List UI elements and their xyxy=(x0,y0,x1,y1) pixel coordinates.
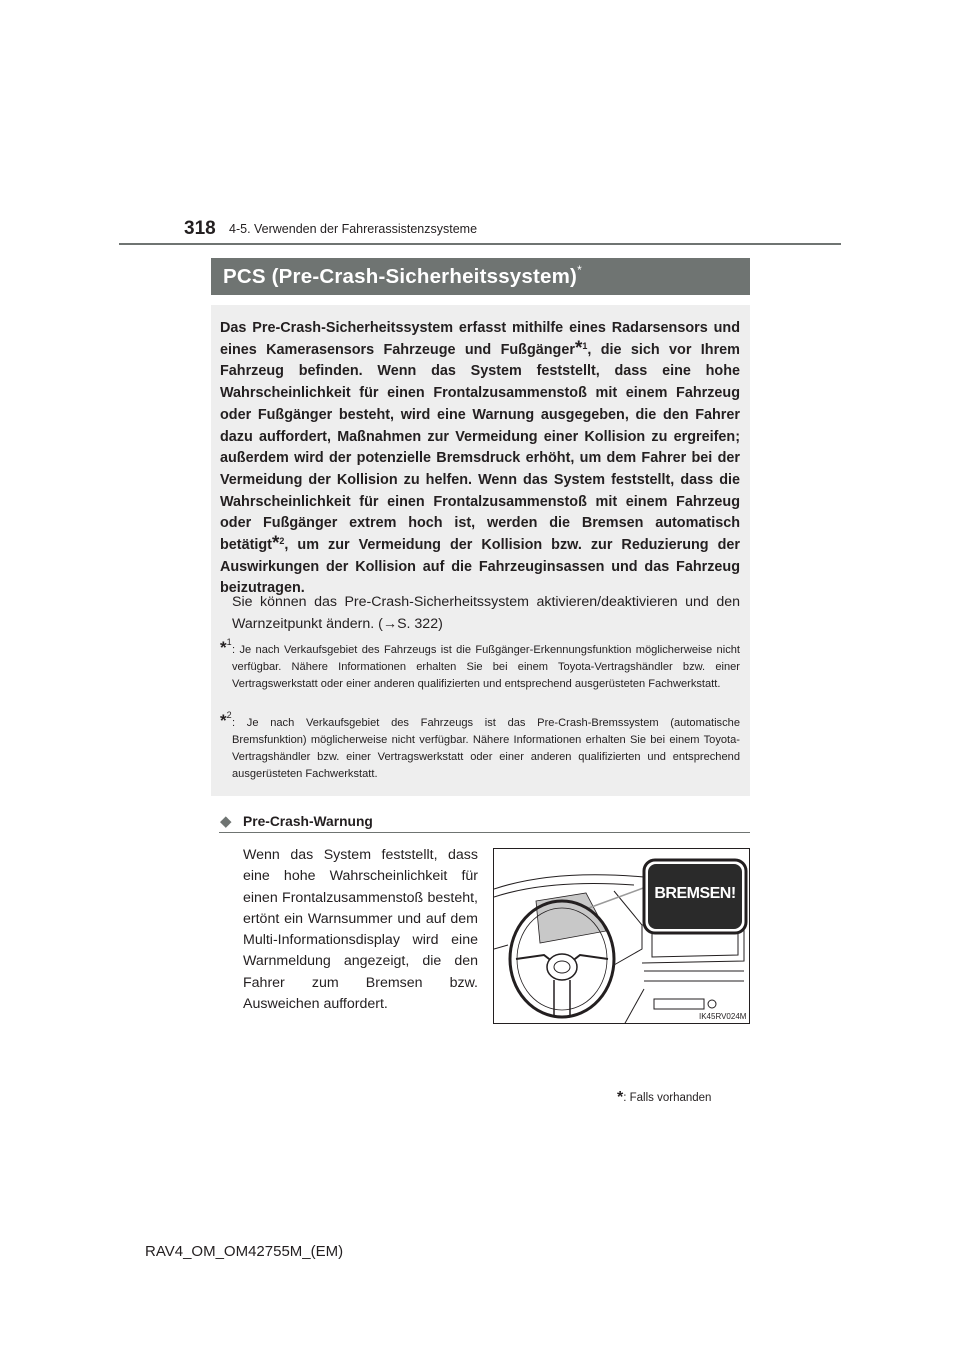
intro-footnote-ref-1-num: 1 xyxy=(582,340,588,351)
dashboard-drawing xyxy=(494,849,750,1024)
page-number: 318 xyxy=(184,218,216,239)
subsection-title: Pre-Crash-Warnung xyxy=(243,814,373,829)
image-code: IK45RV024M xyxy=(699,1012,747,1021)
footnote-2-num: 2 xyxy=(226,710,232,720)
intro-text-3: , um zur Vermeidung der Kollision bzw. zur Reduzierung der Auswirkungen der Kollision auf die Fahrzeuginsassen und das Fahrzeug beizutragen. xyxy=(220,537,740,597)
intro-paragraph xyxy=(220,318,740,600)
footnote-1-text: : Je nach Verkaufsgebiet des Fahrzeugs ist die Fußgänger-Erkennungsfunktion möglicherweise nicht verfügbar. Nähere Informationen erhalten Sie bei einem Toyota-Vertragshändler bzw. einer Vertragswerkstatt oder einer anderen qualifizierten und entsprechend ausgerüsteten Fachwerkstatt. xyxy=(232,644,740,691)
header-divider xyxy=(119,243,841,245)
availability-star: * xyxy=(617,1089,624,1106)
diamond-bullet-icon: ◆ xyxy=(220,813,232,830)
section-title-mark: * xyxy=(577,263,582,277)
document-code: RAV4_OM_OM42755M_(EM) xyxy=(145,1243,344,1260)
intro-footnote-ref-2-star: * xyxy=(271,533,280,555)
footnote-1 xyxy=(220,637,740,693)
footnote-1-mark xyxy=(220,639,232,656)
chapter-title: 4-5. Verwenden der Fahrerassistenzsysteme xyxy=(229,222,478,236)
intro-footnote-ref-1-star: * xyxy=(574,337,583,359)
footnote-2-text: : Je nach Verkaufsgebiet des Fahrzeugs ist das Pre-Crash-Bremssystem (automatische Bremsfunktion) möglicherweise nicht verfügbar. Nähere Informationen erhalten Sie bei einem Toyota-Vertragshändler bzw. einer Vertragswerkstatt oder einer anderen qualifizierten und entsprechend ausgerüsteten Fachwerkstatt. xyxy=(232,717,740,781)
footnote-1-num: 1 xyxy=(226,637,232,647)
dashboard-illustration xyxy=(493,848,750,1024)
section-title-bar xyxy=(211,258,750,295)
warning-message-text: BREMSEN! xyxy=(654,885,736,902)
footnote-1-star: * xyxy=(220,638,227,657)
footnote-2 xyxy=(220,710,740,783)
subsection-divider xyxy=(219,832,750,833)
availability-text: : Falls vorhanden xyxy=(623,1092,712,1104)
intro-footnote-ref-2-num: 2 xyxy=(279,536,285,547)
settings-note: Sie können das Pre-Crash-Sicherheitssystem aktivieren/deaktivieren und den Warnzeitpunkt ändern. (→S. 322) xyxy=(232,594,740,632)
section-title-text: PCS (Pre-Crash-Sicherheitssystem) xyxy=(223,265,578,288)
intro-text-1: Das Pre-Crash-Sicherheitssystem erfasst mithilfe eines Radarsensors und eines Kamerasensors Fahrzeuge und Fußgänger xyxy=(220,320,740,358)
footnote-2-star: * xyxy=(220,711,227,730)
availability-note xyxy=(617,1088,711,1106)
section-title xyxy=(223,265,582,289)
intro-text-2: , die sich vor Ihrem Fahrzeug befinden. Wenn das System feststellt, dass eine hohe Wahrscheinlichkeit für einen Frontalzusammenstoß mit einem Fahrzeug oder Fußgänger besteht, wird eine Warnung ausgegeben, die den Fahrer dazu auffordert, Maßnahmen zur Vermeidung einer Kollision zu ergreifen; außerdem wird der potenzielle Bremsdruck erhöht, um dem Fahrer bei der Vermeidung der Kollision zu helfen. Wenn das System feststellt, dass die Wahrscheinlichkeit für einen Frontalzusammenstoß mit einem Fahrzeug oder Fußgänger extrem hoch ist, werden die Bremsen automatisch betätigt xyxy=(220,341,740,554)
footnote-2-mark xyxy=(220,712,232,729)
subsection-body: Wenn das System feststellt, dass eine hohe Wahrscheinlichkeit für einen Frontalzusammenstoß besteht, ertönt ein Warnsummer und auf dem Multi-Informationsdisplay wird eine Warnmeldung angezeigt, die den Fahrer zum Bremsen bzw. Ausweichen auffordert. xyxy=(243,847,478,1013)
